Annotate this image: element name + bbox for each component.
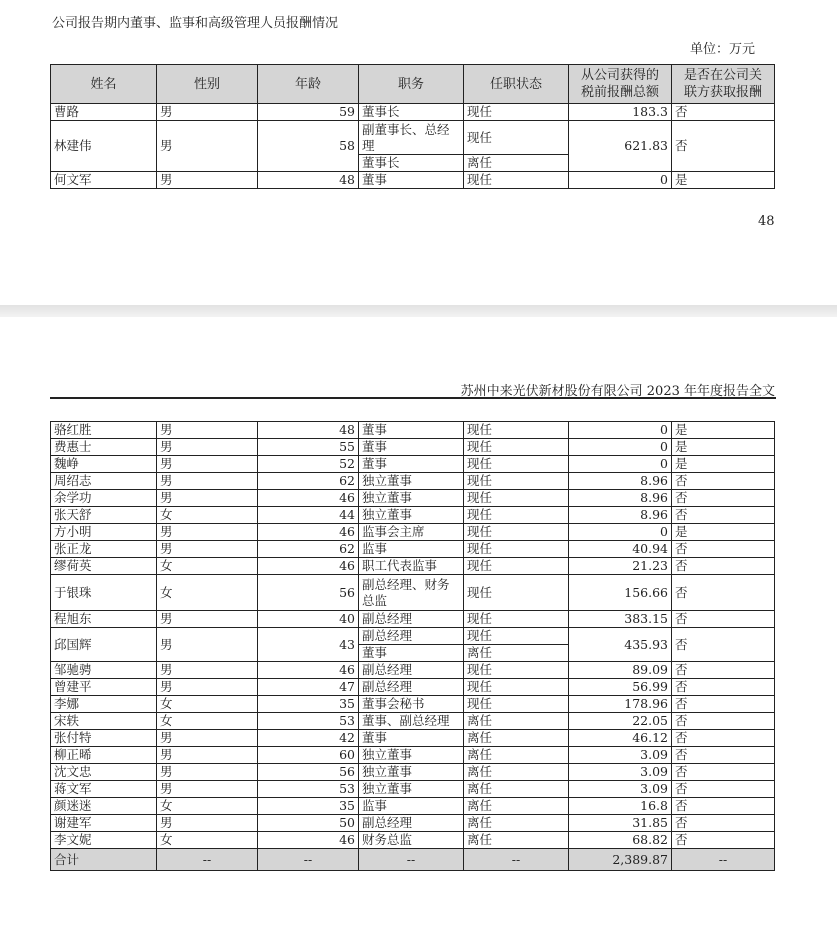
cell-position: 副总经理 — [359, 662, 464, 679]
cell-position: 监事 — [359, 798, 464, 815]
table-body-part1 — [51, 104, 775, 189]
cell-position: 董事 — [359, 439, 464, 456]
cell-position: 监事会主席 — [359, 524, 464, 541]
cell-gender: 男 — [157, 679, 258, 696]
cell-status: 现任 — [464, 121, 569, 155]
cell-age: 46 — [258, 558, 359, 575]
cell-name: 魏峥 — [51, 456, 157, 473]
cell-gender: 女 — [157, 507, 258, 524]
cell-pay: 383.15 — [569, 611, 672, 628]
cell-pay: 8.96 — [569, 473, 672, 490]
cell-related: 是 — [672, 439, 775, 456]
page-number: 48 — [758, 214, 775, 229]
cell-name: 曹路 — [51, 104, 157, 121]
cell-position: 独立董事 — [359, 473, 464, 490]
cell-status: 离任 — [464, 781, 569, 798]
cell-gender: 男 — [157, 815, 258, 832]
table-row — [51, 172, 775, 189]
cell-gender: 男 — [157, 781, 258, 798]
cell-pay: 40.94 — [569, 541, 672, 558]
table-row — [51, 713, 775, 730]
cell-name: 方小明 — [51, 524, 157, 541]
cell-name: 于银珠 — [51, 575, 157, 611]
table-row — [51, 764, 775, 781]
cell-gender: 男 — [157, 473, 258, 490]
cell-gender: 男 — [157, 541, 258, 558]
table-header-row — [51, 65, 775, 104]
cell-age: 55 — [258, 439, 359, 456]
cell-name: 柳正晞 — [51, 747, 157, 764]
cell-gender: 男 — [157, 628, 258, 662]
cell-status: 离任 — [464, 155, 569, 172]
cell-pay: 178.96 — [569, 696, 672, 713]
table-row — [51, 524, 775, 541]
cell-gender: 男 — [157, 490, 258, 507]
table-body-part2 — [51, 422, 775, 871]
cell-status: 离任 — [464, 730, 569, 747]
cell-name: 谢建军 — [51, 815, 157, 832]
cell-name: 李娜 — [51, 696, 157, 713]
cell-position: 独立董事 — [359, 507, 464, 524]
header-divider — [50, 397, 776, 399]
table-row — [51, 439, 775, 456]
cell-status: 现任 — [464, 541, 569, 558]
cell-pay: 89.09 — [569, 662, 672, 679]
cell-related: 是 — [672, 422, 775, 439]
cell-name: 张正龙 — [51, 541, 157, 558]
cell-age: 50 — [258, 815, 359, 832]
cell-name: 颜迷迷 — [51, 798, 157, 815]
cell-age: 35 — [258, 696, 359, 713]
cell-status: 现任 — [464, 524, 569, 541]
cell-related: 否 — [672, 541, 775, 558]
cell-status: 现任 — [464, 490, 569, 507]
total-status: -- — [464, 849, 569, 871]
cell-pay: 621.83 — [569, 121, 672, 172]
cell-name: 缪荷英 — [51, 558, 157, 575]
cell-age: 62 — [258, 473, 359, 490]
cell-position: 独立董事 — [359, 764, 464, 781]
cell-status: 现任 — [464, 558, 569, 575]
cell-position: 董事 — [359, 456, 464, 473]
cell-related: 否 — [672, 628, 775, 662]
cell-age: 62 — [258, 541, 359, 558]
cell-related: 否 — [672, 558, 775, 575]
cell-position: 董事 — [359, 422, 464, 439]
cell-name: 宋轶 — [51, 713, 157, 730]
cell-gender: 男 — [157, 439, 258, 456]
cell-position: 副总经理 — [359, 815, 464, 832]
cell-related: 否 — [672, 104, 775, 121]
cell-status: 离任 — [464, 815, 569, 832]
cell-related: 否 — [672, 764, 775, 781]
cell-pay: 56.99 — [569, 679, 672, 696]
cell-gender: 男 — [157, 764, 258, 781]
cell-gender: 男 — [157, 121, 258, 172]
table-row — [51, 507, 775, 524]
table-row — [51, 456, 775, 473]
cell-pay: 22.05 — [569, 713, 672, 730]
cell-name: 李文妮 — [51, 832, 157, 849]
cell-age: 46 — [258, 662, 359, 679]
compensation-table-part1 — [50, 64, 775, 189]
unit-label: 单位：万元 — [690, 42, 756, 57]
cell-age: 35 — [258, 798, 359, 815]
cell-position: 董事长 — [359, 155, 464, 172]
cell-gender: 男 — [157, 172, 258, 189]
cell-position: 董事长 — [359, 104, 464, 121]
cell-status: 现任 — [464, 696, 569, 713]
cell-related: 否 — [672, 730, 775, 747]
table-row — [51, 730, 775, 747]
cell-name: 何文军 — [51, 172, 157, 189]
table-row — [51, 679, 775, 696]
cell-pay: 0 — [569, 422, 672, 439]
cell-status: 现任 — [464, 662, 569, 679]
page-separator — [0, 305, 837, 317]
table-row — [51, 747, 775, 764]
cell-related: 否 — [672, 507, 775, 524]
cell-position: 董事 — [359, 645, 464, 662]
cell-position: 副董事长、总经理 — [359, 121, 464, 155]
cell-status: 现任 — [464, 473, 569, 490]
cell-pay: 0 — [569, 439, 672, 456]
cell-name: 周绍志 — [51, 473, 157, 490]
total-pay: 2,389.87 — [569, 849, 672, 871]
header-age: 年龄 — [258, 65, 359, 104]
header-gender: 性别 — [157, 65, 258, 104]
cell-age: 48 — [258, 422, 359, 439]
cell-position: 副总经理 — [359, 611, 464, 628]
table-row — [51, 815, 775, 832]
header-position: 职务 — [359, 65, 464, 104]
cell-status: 离任 — [464, 713, 569, 730]
cell-gender: 男 — [157, 611, 258, 628]
cell-pay: 183.3 — [569, 104, 672, 121]
cell-name: 张付特 — [51, 730, 157, 747]
table-row — [51, 832, 775, 849]
cell-status: 离任 — [464, 747, 569, 764]
cell-pay: 156.66 — [569, 575, 672, 611]
report-page-1 — [0, 0, 837, 305]
cell-position: 副总经理 — [359, 628, 464, 645]
table-row — [51, 798, 775, 815]
cell-related: 否 — [672, 798, 775, 815]
cell-position: 董事 — [359, 172, 464, 189]
cell-gender: 男 — [157, 524, 258, 541]
cell-status: 现任 — [464, 679, 569, 696]
cell-name: 林建伟 — [51, 121, 157, 172]
cell-age: 60 — [258, 747, 359, 764]
cell-name: 骆红胜 — [51, 422, 157, 439]
cell-related: 否 — [672, 815, 775, 832]
total-age: -- — [258, 849, 359, 871]
cell-related: 否 — [672, 473, 775, 490]
cell-position: 董事、副总经理 — [359, 713, 464, 730]
cell-position: 财务总监 — [359, 832, 464, 849]
cell-name: 沈文忠 — [51, 764, 157, 781]
cell-pay: 3.09 — [569, 781, 672, 798]
cell-pay: 68.82 — [569, 832, 672, 849]
cell-related: 否 — [672, 490, 775, 507]
table-row — [51, 781, 775, 798]
table-row — [51, 696, 775, 713]
cell-pay: 8.96 — [569, 490, 672, 507]
cell-status: 现任 — [464, 456, 569, 473]
table-row — [51, 575, 775, 611]
cell-position: 副总经理、财务总监 — [359, 575, 464, 611]
cell-age: 56 — [258, 764, 359, 781]
table-row — [51, 490, 775, 507]
cell-status: 离任 — [464, 645, 569, 662]
table-row — [51, 473, 775, 490]
cell-related: 否 — [672, 575, 775, 611]
cell-age: 46 — [258, 832, 359, 849]
header-pay: 从公司获得的 税前报酬总额 — [569, 65, 672, 104]
cell-age: 59 — [258, 104, 359, 121]
cell-status: 现任 — [464, 575, 569, 611]
table-row — [51, 121, 775, 155]
cell-name: 蒋文军 — [51, 781, 157, 798]
cell-pay: 3.09 — [569, 764, 672, 781]
cell-pay: 46.12 — [569, 730, 672, 747]
cell-pay: 0 — [569, 172, 672, 189]
cell-position: 副总经理 — [359, 679, 464, 696]
cell-gender: 女 — [157, 575, 258, 611]
cell-name: 张天舒 — [51, 507, 157, 524]
cell-position: 监事 — [359, 541, 464, 558]
cell-position: 董事 — [359, 730, 464, 747]
compensation-table-part2 — [50, 421, 775, 871]
table-row — [51, 422, 775, 439]
cell-age: 40 — [258, 611, 359, 628]
header-related: 是否在公司关 联方获取报酬 — [672, 65, 775, 104]
cell-name: 邹驰骋 — [51, 662, 157, 679]
cell-related: 是 — [672, 456, 775, 473]
cell-pay: 21.23 — [569, 558, 672, 575]
cell-age: 46 — [258, 490, 359, 507]
cell-related: 否 — [672, 121, 775, 172]
cell-related: 是 — [672, 524, 775, 541]
cell-position: 董事会秘书 — [359, 696, 464, 713]
table-row — [51, 541, 775, 558]
cell-status: 现任 — [464, 507, 569, 524]
cell-name: 费惠士 — [51, 439, 157, 456]
cell-status: 现任 — [464, 422, 569, 439]
header-status: 任职状态 — [464, 65, 569, 104]
report-page-2 — [0, 317, 837, 930]
cell-related: 否 — [672, 781, 775, 798]
cell-age: 52 — [258, 456, 359, 473]
cell-status: 离任 — [464, 832, 569, 849]
cell-gender: 女 — [157, 832, 258, 849]
cell-pay: 3.09 — [569, 747, 672, 764]
cell-gender: 女 — [157, 558, 258, 575]
cell-age: 53 — [258, 781, 359, 798]
cell-gender: 男 — [157, 104, 258, 121]
cell-gender: 男 — [157, 456, 258, 473]
table-row — [51, 611, 775, 628]
total-related: -- — [672, 849, 775, 871]
cell-pay: 31.85 — [569, 815, 672, 832]
cell-related: 否 — [672, 696, 775, 713]
cell-pay: 435.93 — [569, 628, 672, 662]
cell-name: 余学功 — [51, 490, 157, 507]
cell-status: 离任 — [464, 798, 569, 815]
cell-status: 现任 — [464, 611, 569, 628]
cell-gender: 男 — [157, 662, 258, 679]
cell-name: 程旭东 — [51, 611, 157, 628]
cell-related: 否 — [672, 747, 775, 764]
cell-related: 是 — [672, 172, 775, 189]
total-row — [51, 849, 775, 871]
cell-gender: 男 — [157, 730, 258, 747]
cell-status: 现任 — [464, 172, 569, 189]
cell-status: 现任 — [464, 439, 569, 456]
cell-gender: 男 — [157, 422, 258, 439]
total-label: 合计 — [51, 849, 157, 871]
cell-name: 邱国辉 — [51, 628, 157, 662]
cell-gender: 女 — [157, 696, 258, 713]
cell-gender: 男 — [157, 747, 258, 764]
table-row — [51, 104, 775, 121]
cell-related: 否 — [672, 662, 775, 679]
cell-age: 46 — [258, 524, 359, 541]
report-header: 苏州中来光伏新材股份有限公司 2023 年年度报告全文 — [460, 384, 775, 399]
cell-status: 离任 — [464, 764, 569, 781]
cell-age: 44 — [258, 507, 359, 524]
cell-related: 否 — [672, 713, 775, 730]
cell-related: 否 — [672, 611, 775, 628]
table-row — [51, 628, 775, 645]
cell-status: 现任 — [464, 628, 569, 645]
cell-related: 否 — [672, 832, 775, 849]
cell-age: 56 — [258, 575, 359, 611]
cell-pay: 16.8 — [569, 798, 672, 815]
cell-position: 独立董事 — [359, 490, 464, 507]
cell-name: 曾建平 — [51, 679, 157, 696]
cell-gender: 女 — [157, 713, 258, 730]
cell-age: 43 — [258, 628, 359, 662]
header-name: 姓名 — [51, 65, 157, 104]
cell-status: 现任 — [464, 104, 569, 121]
table-row — [51, 558, 775, 575]
total-gender: -- — [157, 849, 258, 871]
table-row — [51, 662, 775, 679]
cell-related: 否 — [672, 679, 775, 696]
cell-age: 48 — [258, 172, 359, 189]
total-position: -- — [359, 849, 464, 871]
cell-pay: 8.96 — [569, 507, 672, 524]
cell-position: 独立董事 — [359, 781, 464, 798]
cell-gender: 女 — [157, 798, 258, 815]
cell-pay: 0 — [569, 524, 672, 541]
cell-age: 53 — [258, 713, 359, 730]
cell-age: 58 — [258, 121, 359, 172]
cell-age: 47 — [258, 679, 359, 696]
section-title: 公司报告期内董事、监事和高级管理人员报酬情况 — [52, 16, 339, 31]
cell-position: 独立董事 — [359, 747, 464, 764]
cell-position: 职工代表监事 — [359, 558, 464, 575]
cell-pay: 0 — [569, 456, 672, 473]
cell-age: 42 — [258, 730, 359, 747]
